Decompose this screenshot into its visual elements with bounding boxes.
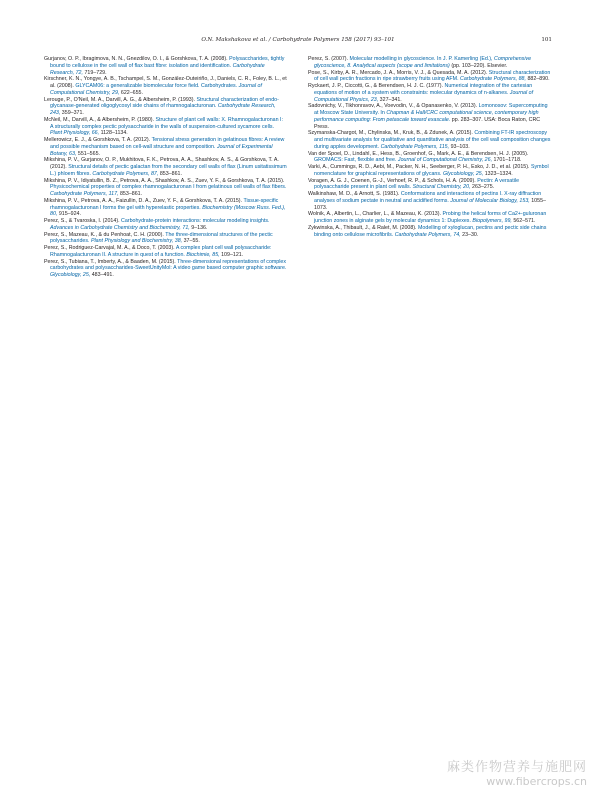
reference-pages: 562–571. bbox=[513, 218, 536, 224]
reference-entry bbox=[308, 103, 551, 130]
reference-title-link[interactable]: Conformations and interactions of pectins I. X-ray diffraction analyses of sodium pectate in neutral and acidified forms. bbox=[314, 191, 542, 204]
reference-pages: (pp. 103–220). Elsevier. bbox=[451, 62, 508, 69]
reference-entry bbox=[44, 259, 287, 279]
reference-journal: Carbohydrate Polymers, 115, bbox=[380, 143, 450, 150]
reference-title-link[interactable]: Physicochemical properties of complex rhamnogalacturonan I from gelatinous cell walls of flax fibers. bbox=[50, 184, 287, 191]
reference-title-link[interactable]: Symbol nomenclature for graphical representations of glycans. bbox=[314, 164, 549, 177]
reference-title-link[interactable]: Combining FT-IR spectroscopy and multivariate analysis for qualitative and quantitative analysis of the cell wall composition changes during apples development. bbox=[314, 130, 551, 150]
reference-journal: Journal of Computational Physics, 23, bbox=[314, 89, 534, 103]
reference-pages: 109–121. bbox=[221, 251, 244, 258]
reference-authors: Van der Spoel, D., Lindahl, E., Hess, B., Groenhof, G., Mark, A. E., & Berendsen, H. J. (2005). bbox=[308, 150, 529, 157]
reference-title-link[interactable]: Numerical integration of the cartesian equations of motion of a system with constraints: molecular dynamics of n-alkanes. bbox=[314, 83, 533, 96]
reference-authors: McNeil, M., Darvill, A., & Albersheim, P. (1980). bbox=[44, 116, 154, 123]
reference-journal: Journal of Computational Chemistry, 26, bbox=[397, 157, 493, 164]
reference-entry bbox=[44, 157, 287, 177]
reference-authors: Sadovnichy, V., Tikhonravov, A., Voevodin, V., & Opanasenko, V. (2013). bbox=[308, 103, 478, 110]
reference-entry bbox=[308, 178, 551, 192]
reference-entry bbox=[44, 97, 287, 117]
reference-authors: Mikshina, P. V., Gurjanov, O. P., Mukhitova, F. K., Petrova, A. A., Shashkov, A. S., & Gorshkova, T. A. (2012). bbox=[44, 157, 279, 170]
reference-authors: Mikshina, P. V., Idiyatullin, B. Z., Petrova, A. A., Shashkov, A. S., Zuev, Y. F., & Gorshkova, T. A. (2015). bbox=[44, 177, 285, 184]
reference-journal: Carbohydrate Polymers, 88, bbox=[460, 76, 526, 83]
reference-title-link[interactable]: The three-dimensional structures of the pectic polysaccharides. bbox=[50, 231, 273, 245]
reference-title-link[interactable]: Structural characterization of cell wall pectin fractions in ripe strawberry fruits using AFM. bbox=[314, 69, 551, 83]
reference-entry bbox=[308, 56, 551, 70]
reference-pages: 9–136. bbox=[191, 224, 208, 231]
reference-pages: 882–890. bbox=[527, 76, 550, 83]
reference-journal: Comprehensive glycoscience, 8. Analytical aspects (scope and limitations) bbox=[314, 56, 532, 69]
reference-journal: Carbohydrate Polymers, 87, bbox=[92, 170, 159, 177]
reference-authors: Wolnik, A., Albertin, L., Charlier, L., & Mazeau, K. (2013). bbox=[308, 211, 441, 218]
reference-title-link[interactable]: Molecular modelling in glycoscience. In J. P. Kamerling (Ed.), bbox=[349, 56, 493, 62]
reference-entry bbox=[308, 130, 551, 150]
reference-journal: Carbohydrate Polymers, 117, bbox=[50, 191, 119, 197]
reference-title-link[interactable]: Pectin: A versatile polysaccharide present in plant cell walls. bbox=[314, 177, 520, 191]
reference-authors: Szymanska-Chargot, M., Chylinska, M., Kruk, B., & Zdunek, A. (2015). bbox=[308, 130, 473, 137]
reference-journal: Journal of Molecular Biology, 153, bbox=[450, 197, 530, 204]
reference-journal: Carbohydrate Research, 243, bbox=[50, 103, 276, 116]
reference-authors: Mikshina, P. V., Petrova, A. A., Faizullin, D. A., Zuev, Y. F., & Gorshkova, T. A. (2015). bbox=[44, 197, 243, 204]
reference-pages: 853–861. bbox=[159, 170, 182, 177]
reference-entry bbox=[44, 178, 287, 198]
reference-title-link[interactable]: Structure of plant cell walls: X. Rhamnogalacturonan I: A structurally complex pectic polysaccharide in the walls of suspension-cultured sycamore cells. bbox=[50, 116, 283, 130]
reference-title-link[interactable]: GROMACS: Fast, flexible and free. bbox=[314, 157, 397, 164]
references-right-column bbox=[308, 56, 551, 238]
reference-pages: 93–103. bbox=[450, 143, 470, 150]
reference-pages: 263–275. bbox=[472, 184, 495, 191]
reference-authors: Perez, S., Mazeau, K., & du Penhoat, C. H. (2000). bbox=[44, 231, 164, 238]
reference-authors: Perez, S. (2007). bbox=[308, 56, 349, 62]
reference-pages: 359–371. bbox=[61, 110, 84, 116]
reference-entry bbox=[44, 232, 287, 246]
reference-pages: 1701–1718. bbox=[493, 157, 522, 164]
reference-authors: Walkinshaw, M. D., & Arnott, S. (1981). bbox=[308, 191, 400, 197]
reference-authors: Perez, S., Tubiana, T., Imberty, A., & Baaden, M. (2015). bbox=[44, 258, 176, 265]
reference-pages: 622–655. bbox=[120, 89, 143, 96]
reference-title-link[interactable]: Modelling of xyloglucan, pectins and pectic side chains binding onto cellulose microfibrils. bbox=[314, 224, 547, 238]
reference-authors: Ryckaert, J. P., Ciccotti, G., & Berendsen, H. J. C. (1977). bbox=[308, 83, 444, 89]
reference-journal: Chapman & Hall/CRC computational science, contemporary high performance computing: From petascale toward exascale. bbox=[314, 110, 539, 123]
reference-journal: Biochimie, 85, bbox=[186, 251, 220, 258]
reference-authors: Varki, A., Cummings, R. D., Aebi, M., Packer, N. H., Seeberger, P. H., Esko, J. D., et al. (2015). bbox=[308, 164, 530, 170]
references-left-column bbox=[44, 56, 287, 279]
reference-entry bbox=[308, 191, 551, 211]
reference-pages: 853–861. bbox=[119, 191, 143, 197]
reference-pages: 1055–1073. bbox=[314, 197, 546, 211]
reference-journal: Glycobiology, 25, bbox=[50, 272, 91, 278]
reference-title-link[interactable]: Probing the helical forms of Ca2+-guluronan junction zones in alginate gels by molecular dynamics 1: Duplexes. bbox=[314, 211, 547, 224]
reference-entry bbox=[44, 56, 287, 76]
site-watermark bbox=[447, 760, 587, 788]
reference-journal: Advances in Carbohydrate Chemistry and Biochemistry, 71, bbox=[50, 224, 190, 231]
reference-title-link[interactable]: Tissue-specific rhamnogalacturonan I forms the gel with hyperelastic properties. bbox=[50, 197, 279, 211]
reference-entry bbox=[44, 76, 287, 96]
reference-pages: 327–341. bbox=[379, 96, 402, 103]
reference-entry bbox=[44, 245, 287, 259]
reference-entry bbox=[308, 211, 551, 225]
reference-pages: 551–565. bbox=[77, 150, 100, 157]
reference-pages: pp. 283–307. USA: Boca Raton, CRC Press. bbox=[314, 116, 541, 130]
reference-entry bbox=[308, 83, 551, 103]
reference-journal: Plant Physiology and Biochemistry, 38, bbox=[90, 238, 183, 245]
reference-authors: Pose, S., Kirby, A. R., Mercado, J. A., Morris, V. J., & Quesada, M. A. (2012). bbox=[308, 69, 488, 76]
reference-authors: Mellerowicz, E. J., & Gorshkova, T. A. (2012). bbox=[44, 137, 151, 143]
reference-title-link[interactable]: Structural characterization of endo-glycanase-generated oligoglycosyl side chains of rhamnogalacturonan. bbox=[50, 96, 279, 110]
reference-title-link[interactable]: Lomonosov: Supercomputing at Moscow State University. In bbox=[314, 103, 548, 116]
reference-journal: Glycobiology, 25, bbox=[442, 170, 484, 177]
reference-authors: Gurjanov, O. P., Ibragimova, N. N., Gnezdilov, O. I., & Gorshkova, T. A. (2008). bbox=[44, 56, 228, 62]
reference-title-link[interactable]: Structural details of pectic galactan from the secondary cell walls of flax (Linum usitatissimum L.) phloem fibres. bbox=[50, 164, 287, 177]
reference-title-link[interactable]: Three-dimensional representations of complex carbohydrates and polysaccharides-SweetUnityMol: A video game based computer graphic software. bbox=[50, 258, 287, 272]
reference-authors: Zykwinska, A., Thibault, J., & Ralet, M. (2008). bbox=[308, 224, 417, 231]
reference-pages: 719–729. bbox=[84, 69, 107, 76]
reference-entry bbox=[44, 198, 287, 218]
reference-entry bbox=[308, 70, 551, 84]
reference-pages: 1323–1324. bbox=[484, 170, 513, 177]
reference-pages: 483–491. bbox=[91, 272, 114, 278]
reference-entry bbox=[44, 218, 287, 232]
reference-journal: Biochemistry (Moscow Russ. Fed.), 80, bbox=[50, 204, 286, 218]
reference-authors: Kirschner, K. N., Yongye, A. B., Tschampel, S. M., González-Outeiriño, J., Daniels, C. R., Foley, B. L., et al. (2008). bbox=[44, 76, 287, 89]
reference-journal: Journal of Computational Chemistry, 29, bbox=[50, 83, 262, 96]
reference-pages: 37–55. bbox=[183, 238, 200, 245]
reference-journal: Biopolymers, 99, bbox=[472, 218, 512, 224]
running-title: O.N. Makshakova et al. / Carbohydrate Polymers 158 (2017) 93–101 bbox=[201, 37, 395, 43]
reference-pages: 915–924. bbox=[58, 211, 81, 218]
reference-entry bbox=[308, 164, 551, 178]
reference-journal: Carbohydrate Polymers, 74, bbox=[394, 231, 461, 238]
reference-entry bbox=[44, 117, 287, 137]
reference-authors: Perez, S., & Tvaroska, I. (2014). bbox=[44, 218, 120, 224]
reference-authors: Perez, S., Rodriguez-Carvajal, M. A., & Doco, T. (2003). bbox=[44, 245, 175, 251]
reference-pages: 23–30. bbox=[462, 231, 479, 238]
reference-authors: Voragen, A. G. J., Coenen, G.-J., Verhoef, R. P., & Schols, H. A. (2009). bbox=[308, 177, 476, 184]
reference-title-link[interactable]: Polysaccharides, tightly bound to cellulose in the cell wall of flax bast fibre: isolation and identification. bbox=[50, 56, 285, 69]
reference-entry bbox=[308, 151, 551, 165]
reference-journal: Structural Chemistry, 20, bbox=[412, 184, 471, 191]
watermark-url: www.fibercrops.cn bbox=[486, 775, 587, 788]
reference-authors: Lerouge, P., O'Neil, M. A., Darvill, A. G., & Albersheim, P. (1993). bbox=[44, 96, 195, 103]
reference-entry bbox=[308, 225, 551, 239]
reference-entry bbox=[44, 137, 287, 157]
reference-title-link[interactable]: A complex plant cell wall polysaccharide: Rhamnogalacturonan II. A structure in quest of a function. bbox=[50, 245, 272, 258]
reference-title-link[interactable]: GLYCAM06: a generalizable biomolecular force field. Carbohydrates. bbox=[75, 83, 238, 89]
watermark-text: 麻类作物营养与施肥网 bbox=[446, 760, 587, 775]
reference-journal: Journal of Experimental Botany, 63, bbox=[50, 143, 273, 157]
reference-title-link[interactable]: Tensional stress generation in gelatinous fibres: A review and possible mechanism based on cell-wall structure and composition. bbox=[50, 137, 285, 150]
reference-journal: Plant Physiology, 66, bbox=[50, 130, 100, 137]
page-header bbox=[44, 35, 552, 45]
reference-title-link[interactable]: Carbohydrate-protein interactions: molecular modeling insights. bbox=[121, 218, 270, 224]
reference-journal: Carbohydrate Research, 72, bbox=[50, 62, 265, 76]
reference-pages: 1128–1134. bbox=[100, 130, 128, 137]
page-number: 101 bbox=[541, 37, 552, 43]
